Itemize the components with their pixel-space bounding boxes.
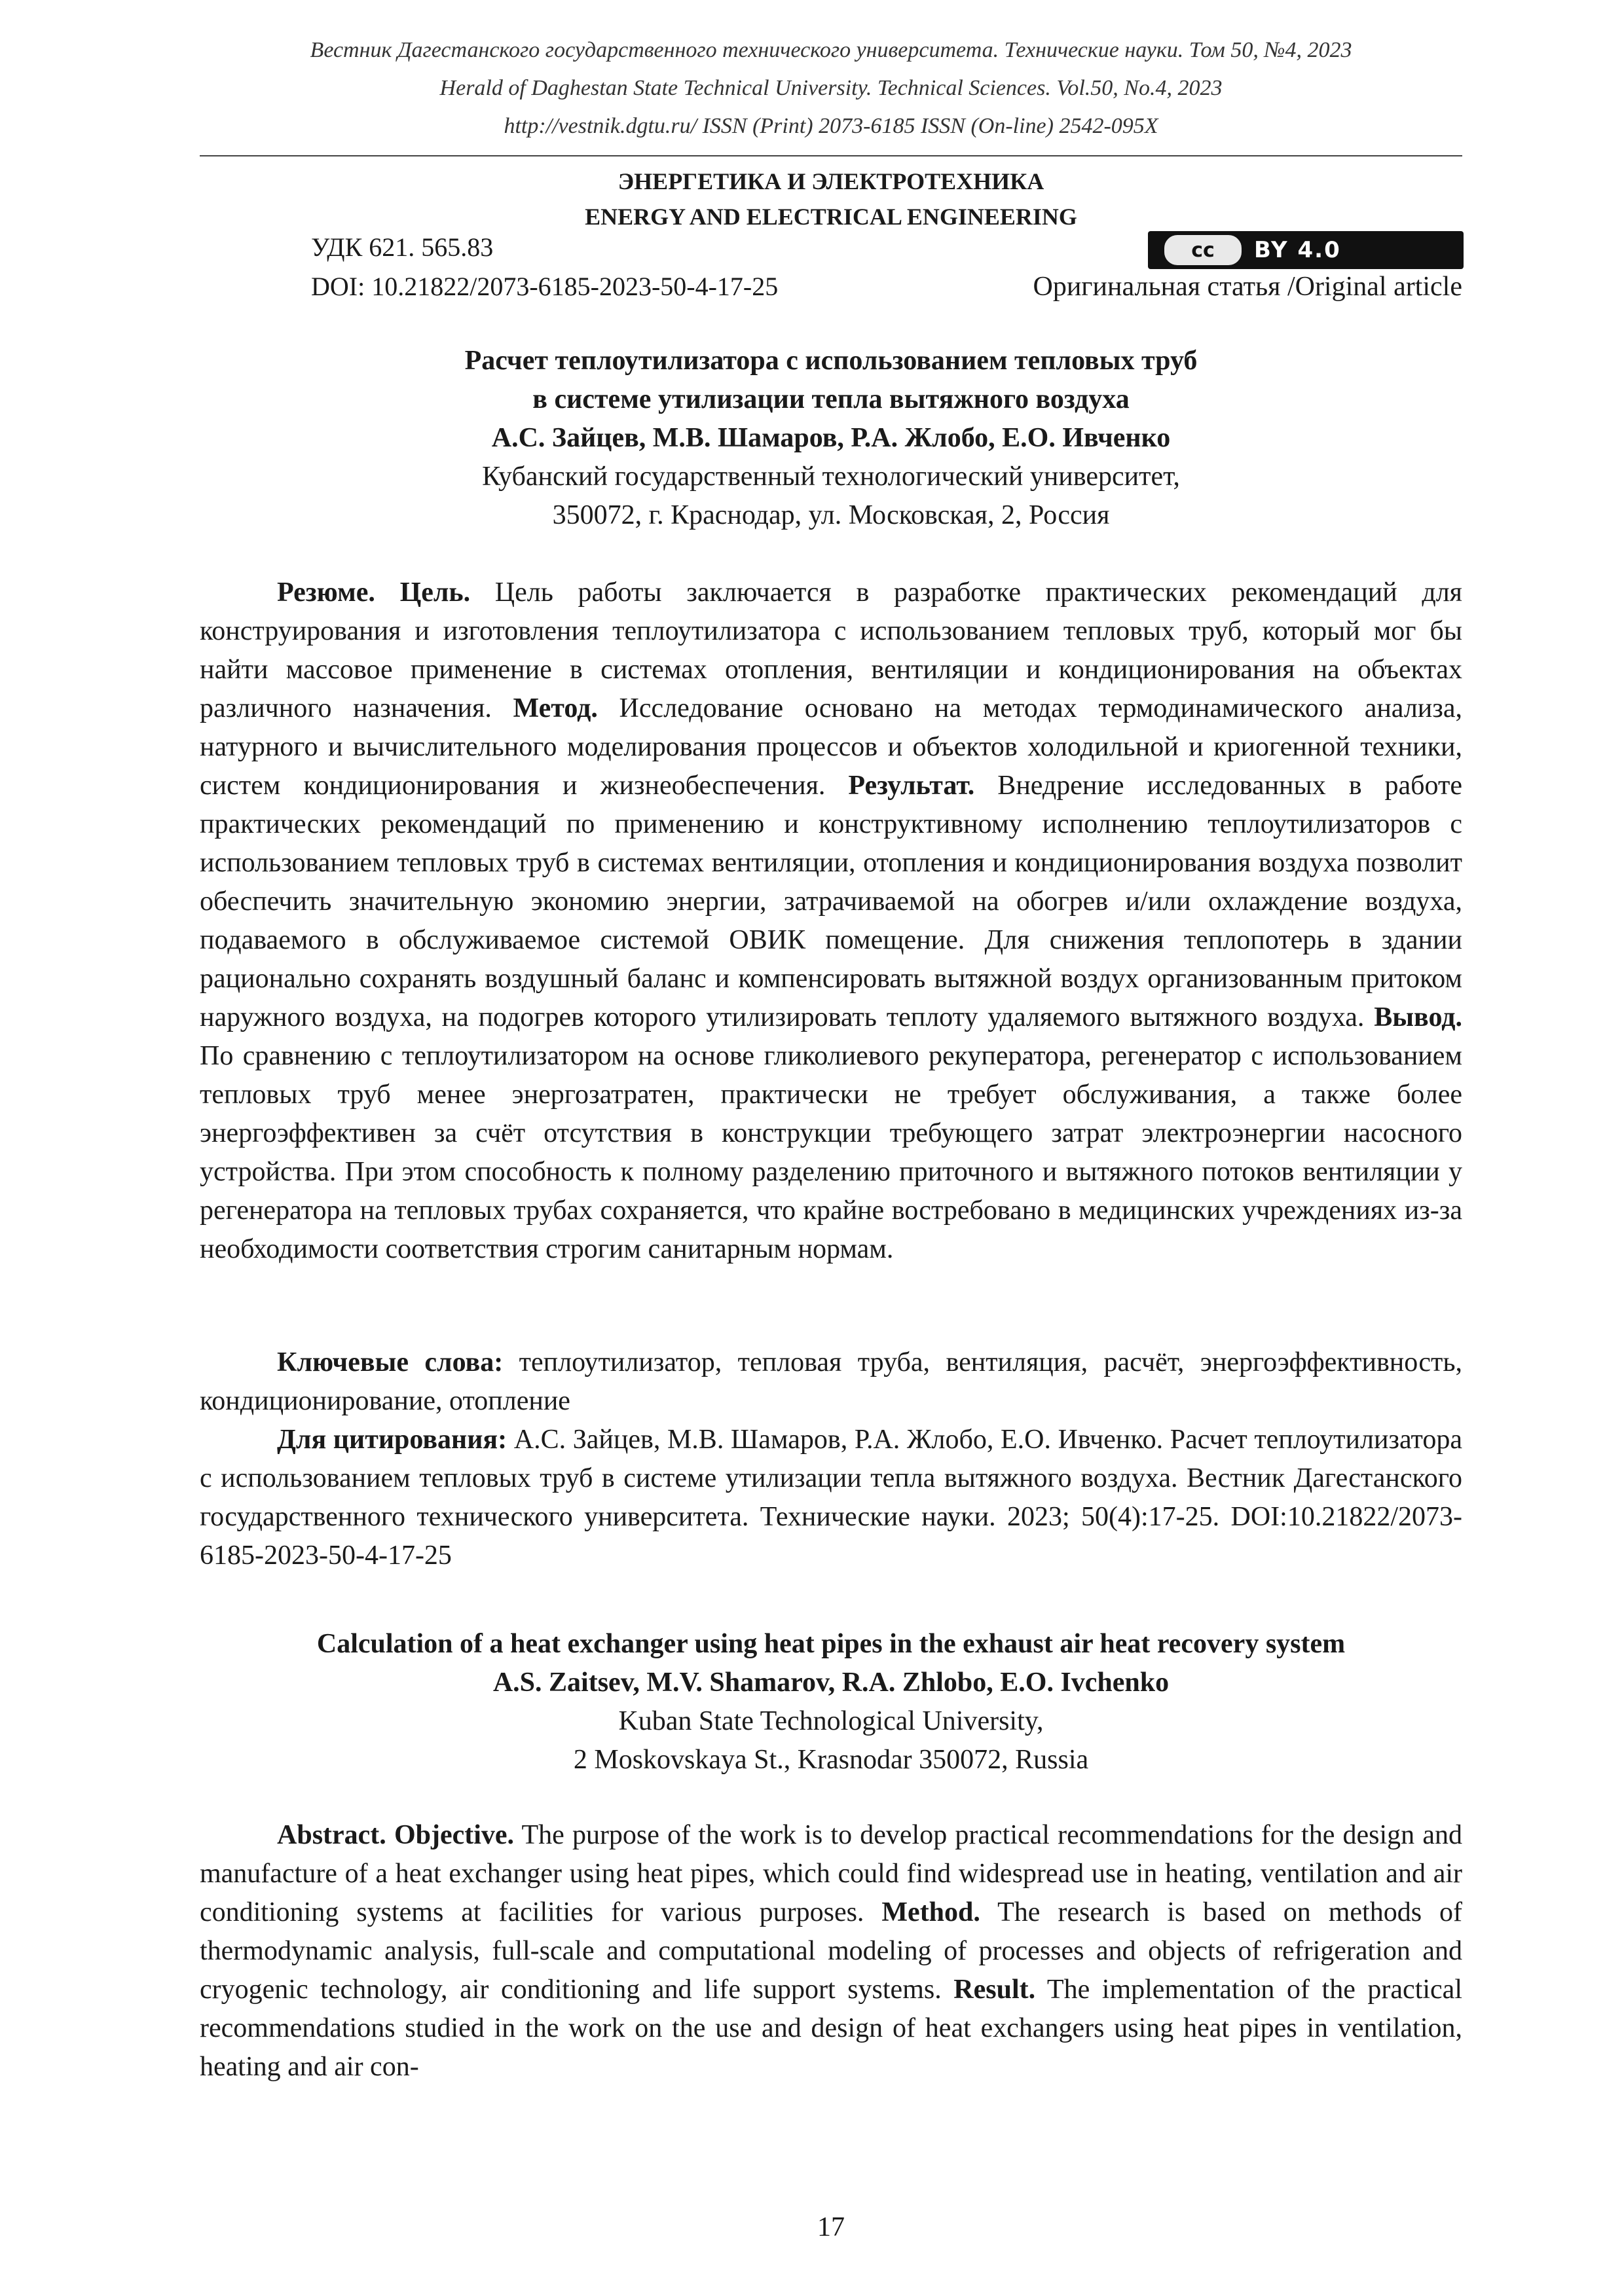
ru-title-line-2: в системе утилизации тепла вытяжного воздуха (532, 384, 1130, 414)
ru-citation-label: Для цитирования: (277, 1425, 507, 1455)
section-heading-en: ENERGY AND ELECTRICAL ENGINEERING (585, 204, 1077, 230)
ru-abstract-conclusion-text: По сравнению с теплоутилизатором на основе гликолиевого рекуператора, регенератор с использованием тепловых труб менее энергозатратен, практически не требует обслуживания, а также более энергоэффективен за счёт отсутствия в конструкции требующего затрат электроэнергии насосного устройства. При этом способность к полному разделению приточного и вытяжного потоков вентиляции у регенератора на тепловых трубах сохраняется, что крайне востребовано в медицинских учреждениях из-за необходимости соответствия строгим санитарным нормам. (200, 1041, 1462, 1264)
ru-abstract-method-text: Исследование основано на методах термодинамического анализа, натурного и вычислительного моделирования процессов и объектов холодильной и криогенной техники, систем кондиционирования и жизнеобеспечения. (200, 693, 1462, 801)
ru-title-block (200, 342, 1462, 535)
en-abstract-label-result: Result. (953, 1975, 1036, 2005)
doi[interactable]: DOI: 10.21822/2073-6185-2023-50-4-17-25 (311, 272, 779, 301)
journal-header-en: Herald of Daghestan State Technical University. Technical Sciences. Vol.50, No.4, 2023 (439, 76, 1223, 100)
ru-affiliation-line-2: 350072, г. Краснодар, ул. Московская, 2, Россия (552, 500, 1110, 530)
cc-license-text: BY 4.0 (1254, 237, 1341, 263)
ru-abstract-label-conclusion: Вывод. (1374, 1002, 1462, 1032)
journal-header (200, 31, 1462, 145)
en-abstract-label-method: Method. (881, 1897, 980, 1927)
en-abstract-result-text: The implementation of the practical recommendations studied in the work on the use and design of heat exchangers using heat pipes in ventilation, heating and air con- (200, 1975, 1462, 2082)
ru-abstract-label-result: Результат. (848, 771, 975, 801)
en-abstract-method-text: The research is based on methods of thermodynamic analysis, full-scale and computational modeling of processes and objects of refrigeration and cryogenic technology, air conditioning and life support systems. (200, 1897, 1462, 2005)
ru-abstract-result-text: Внедрение исследованных в работе практических рекомендаций по применению и конструктивному исполнению теплоутилизаторов с использованием тепловых труб в системах вентиляции, отопления и кондиционирования воздуха позволит обеспечить значительную экономию энергии, затрачиваемой на обогрев и/или охлаждение воздуха, подаваемого в обслуживаемое системой ОВИК помещение. Для снижения теплопотерь в здании рационально сохранять воздушный баланс и компенсировать вытяжной воздух организованным притоком наружного воздуха, на подогрев которого утилизировать теплоту удаляемого вытяжного воздуха. (200, 771, 1462, 1032)
udk-code: УДК 621. 565.83 (311, 232, 494, 262)
section-heading (200, 164, 1462, 234)
page-number: 17 (817, 2212, 845, 2242)
en-abstract-objective-text: The purpose of the work is to develop practical recommendations for the design and manufacture of a heat exchanger using heat pipes, which could find widespread use in heating, ventilation and air conditioning systems at facilities for various purposes. (200, 1820, 1462, 1927)
en-authors: A.S. Zaitsev, M.V. Shamarov, R.A. Zhlobo, E.O. Ivchenko (492, 1667, 1170, 1698)
ru-title-line-1: Расчет теплоутилизатора с использованием тепловых труб (464, 346, 1198, 376)
journal-issn[interactable]: http://vestnik.dgtu.ru/ ISSN (Print) 2073-6185 ISSN (On-line) 2542-095X (504, 114, 1158, 138)
header-divider (200, 155, 1462, 156)
en-title-block (200, 1625, 1462, 1779)
ru-citation (200, 1421, 1462, 1575)
section-heading-ru: ЭНЕРГЕТИКА И ЭЛЕКТРОТЕХНИКА (618, 168, 1044, 194)
en-affiliation-line-1: Kuban State Technological University, (618, 1706, 1044, 1736)
en-affiliation-line-2: 2 Moskovskaya St., Krasnodar 350072, Russia (573, 1745, 1089, 1775)
ru-keywords (200, 1343, 1462, 1421)
en-abstract (200, 1816, 1462, 2086)
en-title: Calculation of a heat exchanger using heat pipes in the exhaust air heat recovery system (316, 1629, 1346, 1659)
en-abstract-label-objective: Abstract. Objective. (277, 1820, 515, 1850)
ru-affiliation-line-1: Кубанский государственный технологический университет, (482, 462, 1180, 492)
ru-abstract-label-objective: Резюме. Цель. (277, 577, 471, 608)
article-type: Оригинальная статья /Original article (1033, 272, 1462, 302)
ru-keywords-text: теплоутилизатор, тепловая труба, вентиляция, расчёт, энергоэффективность, кондиционирование, отопление (200, 1347, 1462, 1416)
cc-icon: cc (1162, 233, 1244, 267)
ru-authors: А.С. Зайцев, М.В. Шамаров, Р.А. Жлобо, Е.О. Ивченко (491, 423, 1171, 453)
page (200, 0, 1462, 2296)
ru-keywords-label: Ключевые слова: (277, 1347, 504, 1377)
ru-citation-text: А.С. Зайцев, М.В. Шамаров, Р.А. Жлобо, Е.О. Ивченко. Расчет теплоутилизатора с использованием тепловых труб в системе утилизации тепла вытяжного воздуха. Вестник Дагестанского государственного технического университета. Технические науки. 2023; 50(4):17-25. DOI:10.21822/2073-6185-2023-50-4-17-25 (200, 1425, 1463, 1571)
ru-abstract-objective-text: Цель работы заключается в разработке практических рекомендаций для конструирования и изготовления теплоутилизатора с использованием тепловых труб, который мог бы найти массовое применение в системах отопления, вентиляции и кондиционирования на объектах различного назначения. (200, 577, 1462, 723)
journal-header-ru: Вестник Дагестанского государственного технического университета. Технические науки. Том 50, №4, 2023 (310, 38, 1352, 62)
ru-abstract-label-method: Метод. (513, 693, 598, 723)
ru-abstract (200, 574, 1462, 1269)
cc-license-badge[interactable] (1148, 231, 1464, 269)
